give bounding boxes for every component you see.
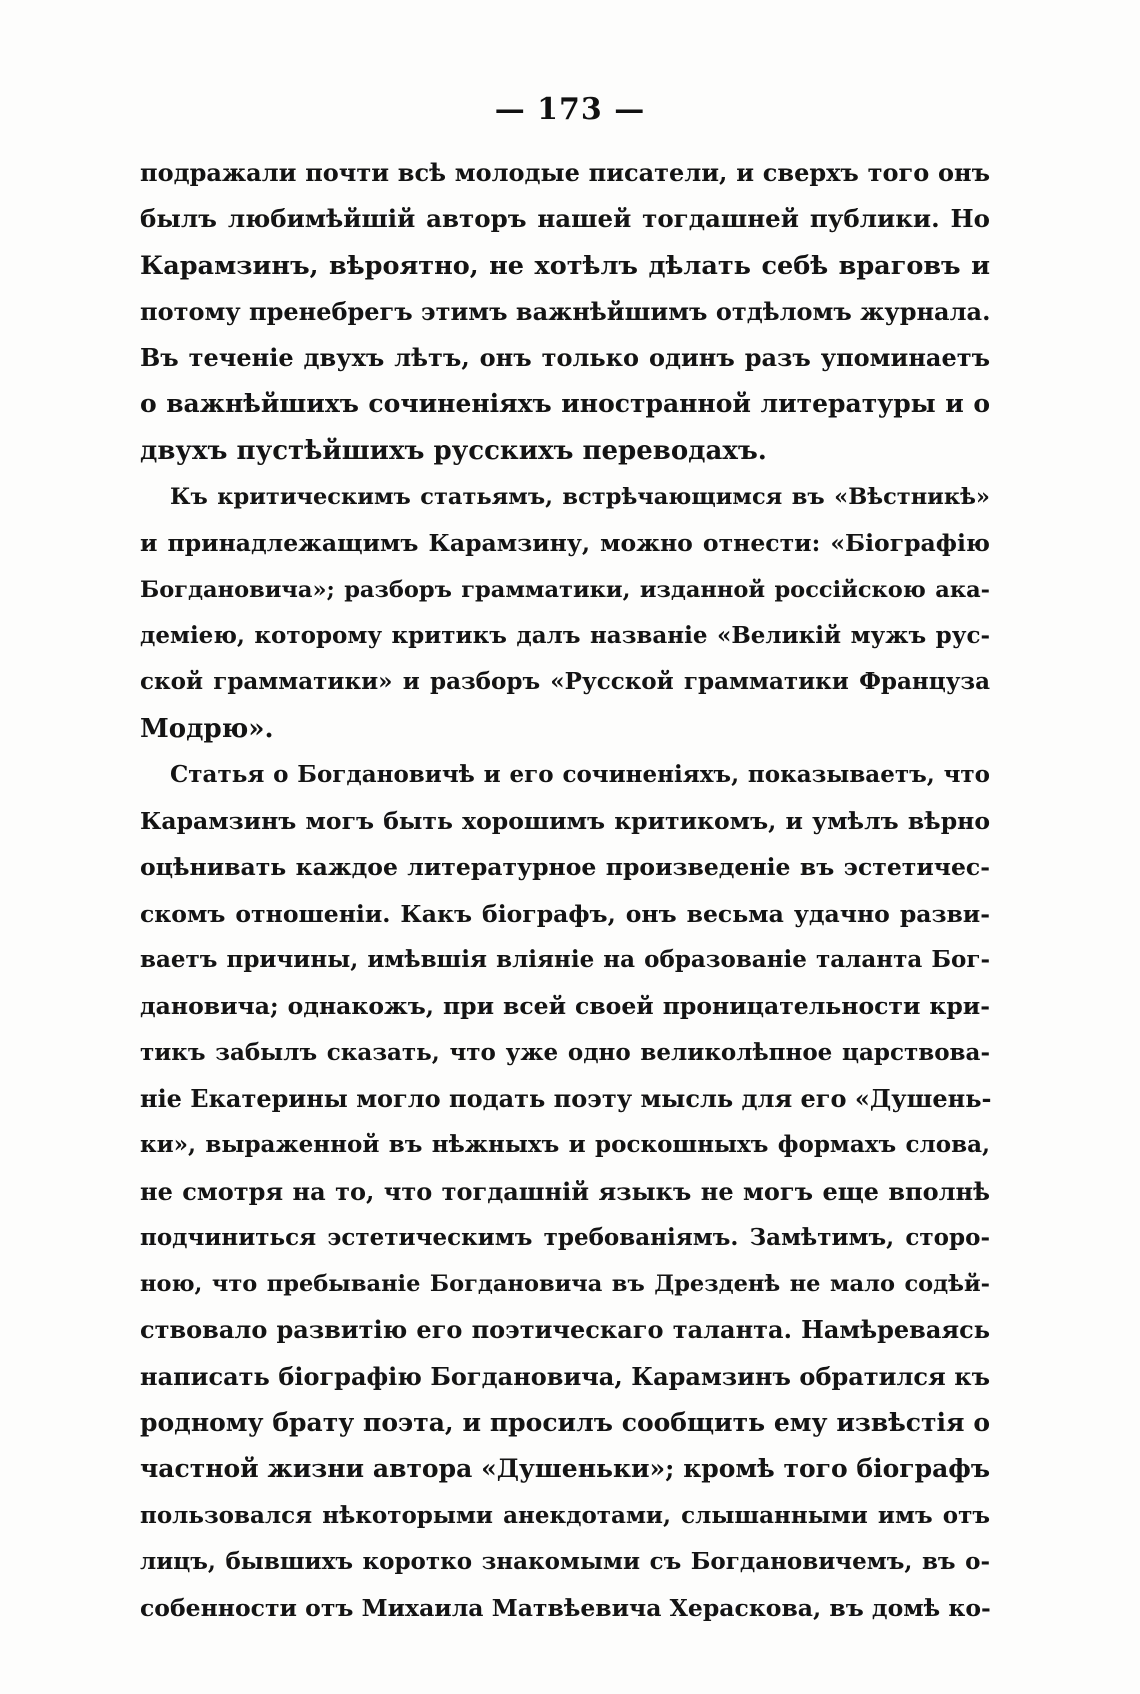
text-line: былъ любимѣйшій авторъ нашей тогдашней публики. Но bbox=[140, 204, 990, 234]
text-line: Богдановича»; разборъ грамматики, изданной россійскою ака- bbox=[140, 576, 990, 603]
text-line: ствовало развитію его поэтическаго таланта. Намѣреваясь bbox=[140, 1315, 990, 1345]
text-line: потому пренебрегъ этимъ важнѣйшимъ отдѣломъ журнала. bbox=[140, 296, 991, 326]
text-line: скомъ отношеніи. Какъ біографъ, онъ весьма удачно разви- bbox=[140, 899, 990, 928]
text-line: ской грамматики» и разборъ «Русской грамматики Француза bbox=[140, 668, 990, 696]
text-line: дановича; однакожъ, при всей своей проницательности кри- bbox=[140, 992, 990, 1021]
text-line: не смотря на то, что тогдашній языкъ не могъ еще вполнѣ bbox=[140, 1176, 990, 1206]
text-line: ною, что пребываніе Богдановича въ Дрезденѣ не мало содѣй- bbox=[140, 1271, 990, 1298]
text-line: ваетъ причины, имѣвшія вліяніе на образованіе таланта Бог- bbox=[140, 946, 990, 974]
text-line: написать біографію Богдановича, Карамзинъ обратился къ bbox=[140, 1361, 990, 1391]
text-line: Модрю». bbox=[140, 713, 274, 744]
text-line: родному брату поэта, и просилъ сообщить ему извѣстія о bbox=[140, 1408, 990, 1438]
text-line: лицъ, бывшихъ коротко знакомыми съ Богдановичемъ, въ о- bbox=[140, 1547, 990, 1575]
text-line: пользовался нѣкоторыми анекдотами, слышанными имъ отъ bbox=[140, 1501, 990, 1529]
text-line: Къ критическимъ статьямъ, встрѣчающимся въ «Вѣстникѣ» bbox=[170, 484, 990, 511]
body-text bbox=[140, 150, 990, 1632]
text-line: подражали почти всѣ молодые писатели, и сверхъ того онъ bbox=[140, 158, 990, 187]
text-line: двухъ пустѣйшихъ русскихъ переводахъ. bbox=[140, 435, 767, 466]
text-line: тикъ забылъ сказать, что уже одно великолѣпное царствова- bbox=[140, 1038, 990, 1066]
text-line: и принадлежащимъ Карамзину, можно отнести: «Біографію bbox=[140, 529, 990, 558]
text-line: ніе Екатерины могло подать поэту мысль для его «Душень- bbox=[140, 1083, 992, 1113]
text-line: собенности отъ Михаила Матвѣевича Хераскова, въ домѣ ко- bbox=[140, 1594, 991, 1623]
text-line: ки», выраженной въ нѣжныхъ и роскошныхъ формахъ слова, bbox=[140, 1131, 990, 1159]
text-line: Въ теченіе двухъ лѣтъ, онъ только одинъ разъ упоминаетъ bbox=[140, 343, 990, 373]
text-line: оцѣнивать каждое литературное произведеніе въ эстетичес- bbox=[140, 853, 990, 882]
page-number: — 173 — bbox=[494, 92, 646, 127]
text-line: деміею, которому критикъ далъ названіе «Великій мужъ рус- bbox=[140, 621, 990, 649]
text-line: подчиниться эстетическимъ требованіямъ. Замѣтимъ, сторо- bbox=[140, 1223, 990, 1251]
text-line: Карамзинъ, вѣроятно, не хотѣлъ дѣлать себѣ враговъ и bbox=[140, 250, 990, 281]
text-line: Статья о Богдановичѣ и его сочиненіяхъ, показываетъ, что bbox=[170, 760, 990, 788]
text-line: частной жизни автора «Душеньки»; кромѣ того біографъ bbox=[140, 1454, 990, 1484]
text-line: Карамзинъ могъ быть хорошимъ критикомъ, и умѣлъ вѣрно bbox=[140, 807, 990, 836]
text-line: о важнѣйшихъ сочиненіяхъ иностранной литературы и о bbox=[140, 389, 990, 419]
